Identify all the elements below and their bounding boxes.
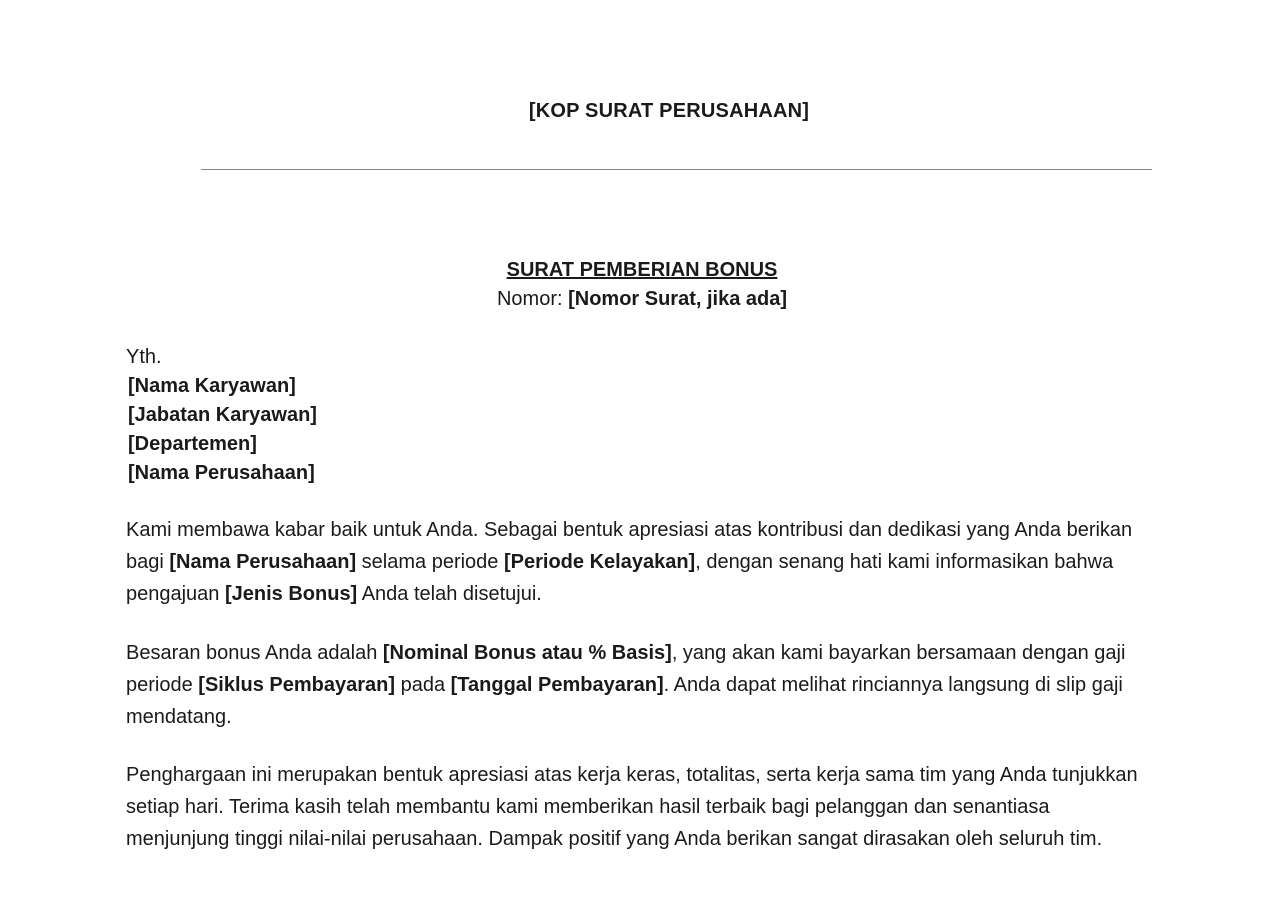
- recipient-employee-position: [Jabatan Karyawan]: [128, 404, 317, 426]
- paragraph-bonus-amount: [126, 637, 1156, 733]
- recipient-salutation: Yth.: [126, 346, 162, 368]
- recipient-company-name: [Nama Perusahaan]: [128, 462, 315, 484]
- letterhead-divider: [201, 169, 1152, 170]
- letterhead: [KOP SURAT PERUSAHAAN]: [528, 100, 810, 122]
- placeholder-eligibility-period: [Periode Kelayakan]: [504, 551, 696, 573]
- paragraph-text: Kami membawa kabar baik untuk Anda. Sebagai bentuk apresiasi atas kontribusi dan dedikasi yang Anda berikan bagi: [126, 519, 1133, 573]
- recipient-department: [Departemen]: [128, 433, 257, 455]
- letter-number-label: Nomor:: [496, 288, 569, 310]
- placeholder-bonus-type: [Jenis Bonus]: [224, 583, 358, 605]
- paragraph-text: . Anda dapat melihat rinciannya langsung di slip gaji mendatang.: [126, 674, 1123, 728]
- letter-title: SURAT PEMBERIAN BONUS: [506, 259, 778, 281]
- placeholder-bonus-amount: [Nominal Bonus atau % Basis]: [382, 642, 672, 664]
- placeholder-payment-cycle: [Siklus Pembayaran]: [198, 674, 396, 696]
- recipient-block: [126, 343, 317, 488]
- paragraph-text: Besaran bonus Anda adalah: [126, 642, 383, 664]
- recipient-employee-name: [Nama Karyawan]: [128, 375, 296, 397]
- placeholder-company-name: [Nama Perusahaan]: [169, 551, 357, 573]
- paragraph-approval: [126, 514, 1156, 610]
- placeholder-payment-date: [Tanggal Pembayaran]: [450, 674, 664, 696]
- paragraph-appreciation: [126, 759, 1156, 855]
- paragraph-text: Anda telah disetujui.: [357, 583, 542, 605]
- paragraph-text: pada: [395, 674, 451, 696]
- paragraph-text: , yang akan kami bayarkan bersamaan dengan gaji periode: [126, 642, 1126, 696]
- letter-number-value: [Nomor Surat, jika ada]: [568, 288, 788, 310]
- paragraph-text: , dengan senang hati kami informasikan bahwa pengajuan: [126, 551, 1114, 605]
- paragraph-text: selama periode: [356, 551, 504, 573]
- letter-title-block: [0, 256, 1272, 314]
- paragraph-text: Penghargaan ini merupakan bentuk apresiasi atas kerja keras, totalitas, serta kerja sama tim yang Anda tunjukkan setiap hari. Terima kasih telah membantu kami memberikan hasil terbaik bagi pelanggan dan senantiasa menjunjung tinggi nilai-nilai perusahaan. Dampak positif yang Anda berikan sangat dirasakan oleh seluruh tim.: [126, 764, 1138, 850]
- letter-number: [0, 285, 1272, 314]
